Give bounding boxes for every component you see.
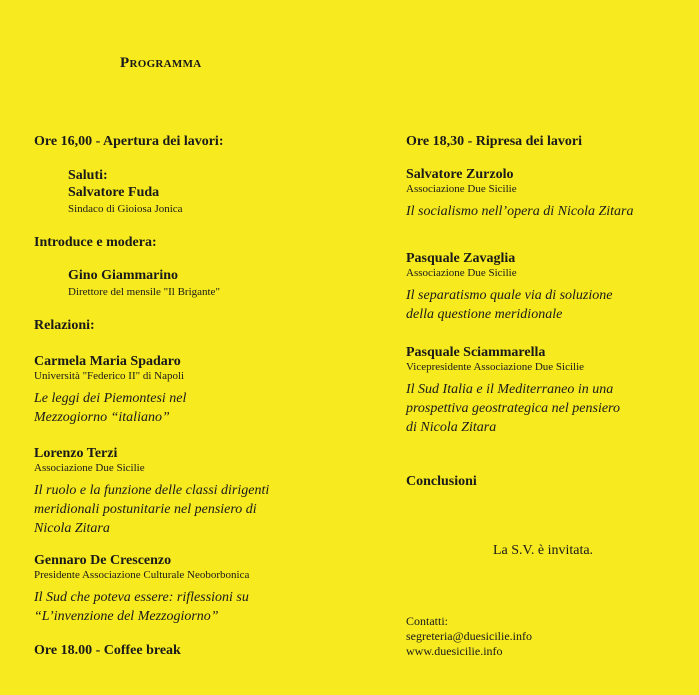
opening-heading: Ore 16,00 - Apertura dei lavori: [34,134,224,149]
saluti-speaker-role: Sindaco di Gioiosa Jonica [68,203,183,215]
speaker-name: Carmela Maria Spadaro [34,354,181,369]
coffee-break-heading: Ore 18.00 - Coffee break [34,643,181,658]
resume-heading: Ore 18,30 - Ripresa dei lavori [406,134,583,149]
speaker-affiliation: Università "Federico II" di Napoli [34,370,185,382]
conclusions-heading: Conclusioni [406,474,477,489]
talk-title [34,481,364,538]
talk-line: Le leggi dei Piemontesi nel [34,391,187,406]
talk-line: Il Sud che poteva essere: riflessioni su [34,590,249,605]
speaker-entry [34,553,364,626]
speaker-name: Pasquale Zavaglia [406,251,516,266]
speaker-affiliation: Associazione Due Sicilie [34,462,145,474]
talk-title [34,389,364,427]
talk-title [406,202,696,221]
talk-line: “L’invenzione del Mezzogiorno” [34,609,219,624]
talk-line: Il separatismo quale via di soluzione [406,288,613,303]
contact-email-link[interactable]: segreteria@duesicilie.info [406,629,532,643]
page-title: Programma [120,55,202,71]
speaker-name: Lorenzo Terzi [34,446,118,461]
introduce-speaker-role: Direttore del mensile "Il Brigante" [68,286,220,298]
speaker-entry [406,251,696,324]
speaker-entry [406,345,696,437]
contacts-block [406,614,532,659]
speaker-name: Gennaro De Crescenzo [34,553,172,568]
speaker-name: Pasquale Sciammarella [406,345,546,360]
speaker-name: Salvatore Zurzolo [406,167,514,182]
contact-website-link[interactable]: www.duesicilie.info [406,644,503,658]
introduce-heading: Introduce e modera: [34,235,157,250]
speaker-affiliation: Associazione Due Sicilie [406,267,517,279]
speaker-entry [34,354,364,427]
talk-title [406,380,696,437]
contacts-label: Contatti: [406,614,448,628]
talk-line: della questione meridionale [406,307,563,322]
speaker-affiliation: Vicepresidente Associazione Due Sicilie [406,361,585,373]
talk-line: Il Sud Italia e il Mediterraneo in una [406,382,614,397]
talk-line: meridionali postunitarie nel pensiero di [34,502,257,517]
talk-title [34,588,364,626]
talk-line: di Nicola Zitara [406,420,497,435]
saluti-label: Saluti: [68,168,108,183]
talk-line: Il ruolo e la funzione delle classi dirigenti [34,483,270,498]
invitation-text: La S.V. è invitata. [493,543,594,558]
relazioni-heading: Relazioni: [34,318,95,333]
speaker-entry [34,446,364,538]
speaker-affiliation: Associazione Due Sicilie [406,183,517,195]
introduce-speaker-name: Gino Giammarino [68,268,179,283]
talk-title [406,286,696,324]
talk-line: Nicola Zitara [34,521,110,536]
talk-line: prospettiva geostrategica nel pensiero [406,401,620,416]
talk-line: Mezzogiorno “italiano” [34,410,170,425]
speaker-affiliation: Presidente Associazione Culturale Neoborbonica [34,569,250,581]
saluti-speaker-name: Salvatore Fuda [68,185,160,200]
speaker-entry [406,167,696,221]
talk-line: Il socialismo nell’opera di Nicola Zitara [406,204,634,219]
